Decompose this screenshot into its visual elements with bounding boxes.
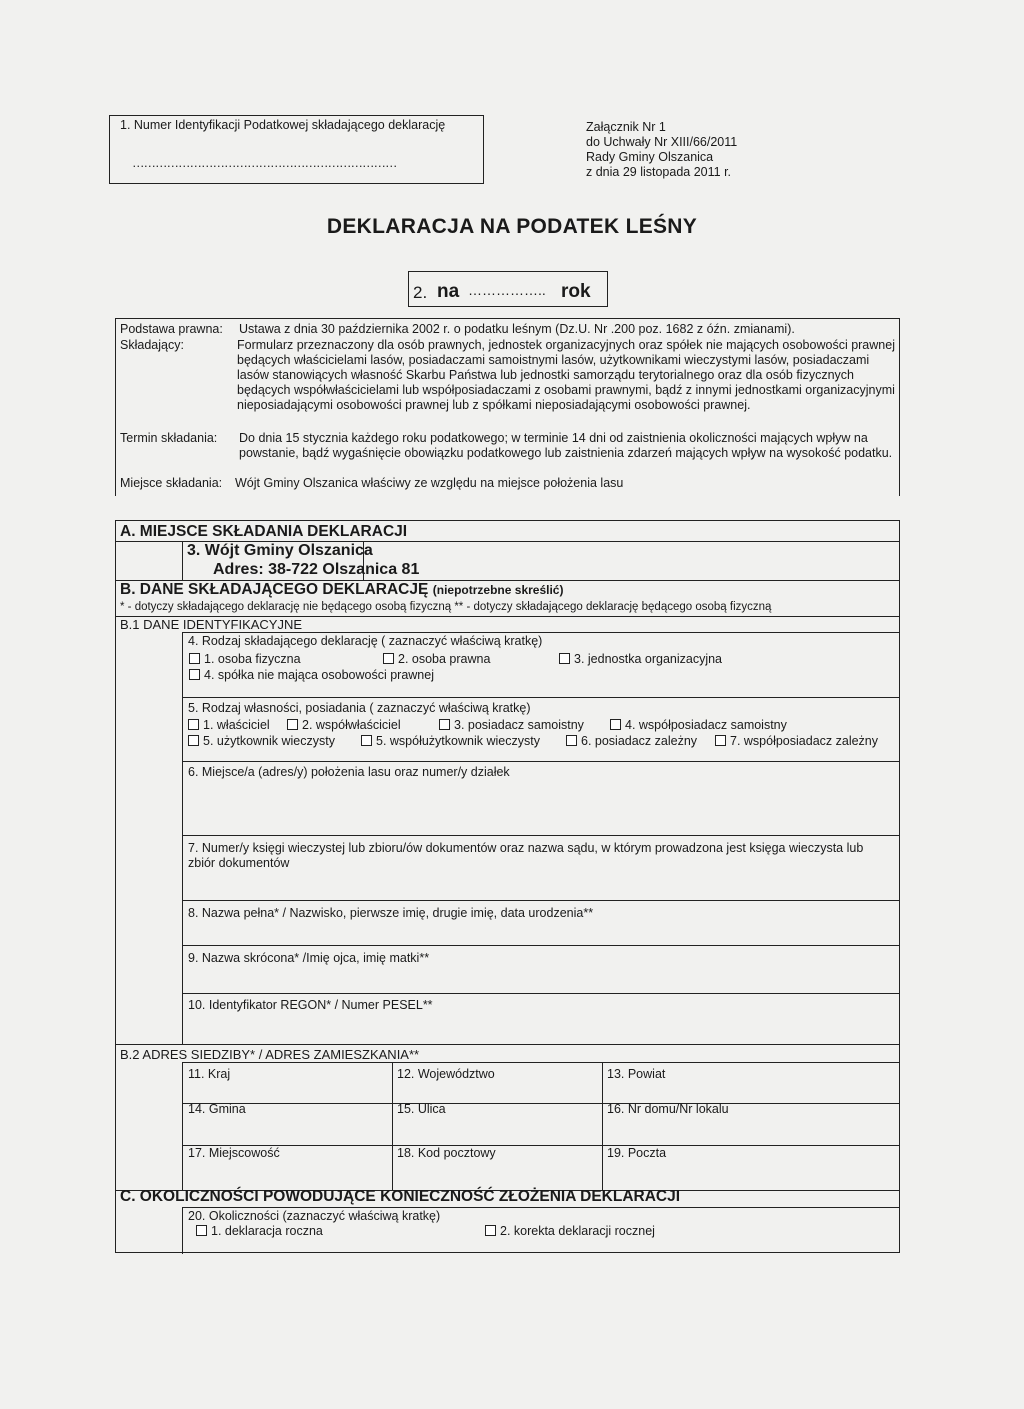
option-label: 2. współwłaściciel xyxy=(302,718,401,732)
f20-option-2[interactable] xyxy=(485,1224,655,1239)
field-13[interactable]: 13. Powiat xyxy=(607,1067,666,1081)
section-b-note: (niepotrzebne skreślić) xyxy=(432,583,564,597)
option-label: 1. właściciel xyxy=(203,718,270,732)
checkbox[interactable] xyxy=(188,719,199,730)
field-15[interactable]: 15. Ulica xyxy=(397,1102,446,1116)
field-10[interactable]: 10. Identyfikator REGON* / Numer PESEL** xyxy=(188,998,433,1012)
attachment-line: z dnia 29 listopada 2011 r. xyxy=(586,165,732,179)
field-12[interactable]: 12. Województwo xyxy=(397,1067,495,1081)
legal-basis-text: Ustawa z dnia 30 października 2002 r. o podatku leśnym (Dz.U. Nr .200 poz. 1682 z óźn. zmianami). xyxy=(239,322,795,336)
field-11[interactable]: 11. Kraj xyxy=(188,1067,231,1081)
option-label: 7. współposiadacz zależny xyxy=(730,734,878,748)
checkbox[interactable] xyxy=(188,735,199,746)
option-label: 5. współużytkownik wieczysty xyxy=(376,734,540,748)
checkbox[interactable] xyxy=(485,1225,496,1236)
section-b-footnote: * - dotyczy składającego deklarację nie będącego osobą fizyczną ** - dotyczy składającego deklarację będącego osobą fizyczną xyxy=(120,601,772,613)
section-a-address xyxy=(182,541,420,580)
tax-id-input[interactable]: …………………………………………………………… xyxy=(132,156,397,170)
checkbox[interactable] xyxy=(287,719,298,730)
f20-option-1[interactable] xyxy=(196,1224,323,1239)
checkbox[interactable] xyxy=(361,735,372,746)
f5-option-3[interactable] xyxy=(439,718,584,733)
field-19[interactable]: 19. Poczta xyxy=(607,1146,667,1160)
f4-option-3[interactable] xyxy=(559,652,722,667)
checkbox[interactable] xyxy=(196,1225,207,1236)
section-b-heading: B. DANE SKŁADAJĄCEGO DEKLARACJĘ xyxy=(120,581,429,598)
checkbox[interactable] xyxy=(559,653,570,664)
field-17[interactable]: 17. Miejscowość xyxy=(188,1146,280,1160)
checkbox[interactable] xyxy=(610,719,621,730)
year-field-number: 2. xyxy=(413,283,428,302)
field-8[interactable]: 8. Nazwa pełna* / Nazwisko, pierwsze imię, drugie imię, data urodzenia** xyxy=(188,906,594,920)
f5-option-2[interactable] xyxy=(287,718,401,733)
b1-title: B.1 DANE IDENTYFIKACYJNE xyxy=(120,617,303,632)
deadline-label: Termin składania: xyxy=(120,431,218,445)
legal-basis-label: Podstawa prawna: xyxy=(120,322,223,336)
main-form xyxy=(115,520,900,1253)
deadline-text: Do dnia 15 stycznia każdego roku podatkowego; w terminie 14 dni od zaistnienia okoliczności mających wpływ na powstanie, bądź wygaśnięcie obowiązku podatkowego lub zaistnienia zdarzeń mających wpływ na wysokość podatku. xyxy=(239,431,893,460)
filer-text: Formularz przeznaczony dla osób prawnych, jednostek organizacyjnych oraz spółek nie mających osobowości prawnej będących właścicielami lasów, posiadaczami samoistnymi lasów, użytkownikami wieczystymi lasów, posiadaczami lasów stanowiących własność Skarbu Państwa lub jednostki samorządu terytorialnego oraz dla osób fizycznych będących współwłaścicielami lub współposiadaczami z osobami prawnymi, bądź z innymi jednostkami organizacyjnymi nieposiadającymi osobowości prawnej lub z spółkami nieposiadającymi osobowości prawnej. xyxy=(237,338,895,412)
field-18[interactable]: 18. Kod pocztowy xyxy=(397,1146,496,1160)
f5-option-5[interactable] xyxy=(188,734,335,749)
f5-option-7[interactable] xyxy=(566,734,697,749)
f5-option-1[interactable] xyxy=(188,718,270,733)
field-6[interactable]: 6. Miejsce/a (adres/y) położenia lasu oraz numer/y działek xyxy=(188,765,510,779)
f4-option-1[interactable] xyxy=(189,652,301,667)
tax-id-box xyxy=(109,115,484,184)
option-label: 5. użytkownik wieczysty xyxy=(203,734,335,748)
section-a-postal: Adres: 38-722 Olszanica 81 xyxy=(213,561,420,578)
field-5-label: 5. Rodzaj własności, posiadania ( zaznaczyć właściwą kratkę) xyxy=(188,701,531,715)
option-label: 1. osoba fizyczna xyxy=(204,652,301,666)
f5-option-8[interactable] xyxy=(715,734,878,749)
field-20-label: 20. Okoliczności (zaznaczyć właściwą kratkę) xyxy=(188,1209,441,1223)
attachment-note xyxy=(586,120,737,180)
checkbox[interactable] xyxy=(566,735,577,746)
checkbox[interactable] xyxy=(439,719,450,730)
place-text: Wójt Gminy Olszanica właściwy ze względu na miejsce położenia lasu xyxy=(235,476,624,490)
field-4-label: 4. Rodzaj składającego deklarację ( zaznaczyć właściwą kratkę) xyxy=(188,634,543,648)
option-label: 2. korekta deklaracji rocznej xyxy=(500,1224,655,1238)
option-label: 4. spółka nie mająca osobowości prawnej xyxy=(204,668,434,682)
f4-option-4[interactable] xyxy=(189,668,434,683)
field-16[interactable]: 16. Nr domu/Nr lokalu xyxy=(607,1102,729,1116)
field-14[interactable]: 14. Gmina xyxy=(188,1102,246,1116)
f4-option-2[interactable] xyxy=(383,652,490,667)
page-title: DEKLARACJA NA PODATEK LEŚNY xyxy=(326,215,698,238)
field-7[interactable]: 7. Numer/y księgi wieczystej lub zbioru/ów dokumentów oraz nazwa sądu, w którym prowadzona jest księga wieczysta lub zbiór dokumentów xyxy=(188,841,864,870)
option-label: 2. osoba prawna xyxy=(398,652,491,666)
year-na: na xyxy=(437,281,460,302)
option-label: 4. współposiadacz samoistny xyxy=(625,718,787,732)
section-c-title: C. OKOLICZNOŚCI POWODUJĄCE KONIECZNOŚĆ ZŁOŻENIA DEKLARACJI xyxy=(120,1188,681,1205)
b2-title: B.2 ADRES SIEDZIBY* / ADRES ZAMIESZKANIA** xyxy=(120,1047,420,1062)
section-b-title xyxy=(120,581,563,599)
checkbox[interactable] xyxy=(715,735,726,746)
attachment-line: Załącznik Nr 1 xyxy=(586,120,666,134)
field-9[interactable]: 9. Nazwa skrócona* /Imię ojca, imię matki** xyxy=(188,951,430,965)
option-label: 3. posiadacz samoistny xyxy=(454,718,584,732)
info-block xyxy=(115,318,900,496)
filer-label: Składający: xyxy=(120,338,184,352)
checkbox[interactable] xyxy=(189,653,200,664)
checkbox[interactable] xyxy=(189,669,200,680)
f5-option-6[interactable] xyxy=(361,734,540,749)
f5-option-4[interactable] xyxy=(610,718,787,733)
option-label: 1. deklaracja roczna xyxy=(211,1224,323,1238)
section-a-title: A. MIEJSCE SKŁADANIA DEKLARACJI xyxy=(120,523,408,540)
attachment-line: do Uchwały Nr XIII/66/2011 xyxy=(586,135,738,149)
tax-id-label: 1. Numer Identyfikacji Podatkowej składającego deklarację xyxy=(120,118,446,132)
checkbox[interactable] xyxy=(383,653,394,664)
option-label: 6. posiadacz zależny xyxy=(581,734,698,748)
attachment-line: Rady Gminy Olszanica xyxy=(586,150,714,164)
year-rok: rok xyxy=(561,281,591,302)
year-box[interactable] xyxy=(408,271,608,307)
section-a-office: 3. Wójt Gminy Olszanica xyxy=(187,542,373,559)
place-label: Miejsce składania: xyxy=(120,476,223,490)
option-label: 3. jednostka organizacyjna xyxy=(574,652,723,666)
year-dots: …………….. xyxy=(468,282,546,298)
